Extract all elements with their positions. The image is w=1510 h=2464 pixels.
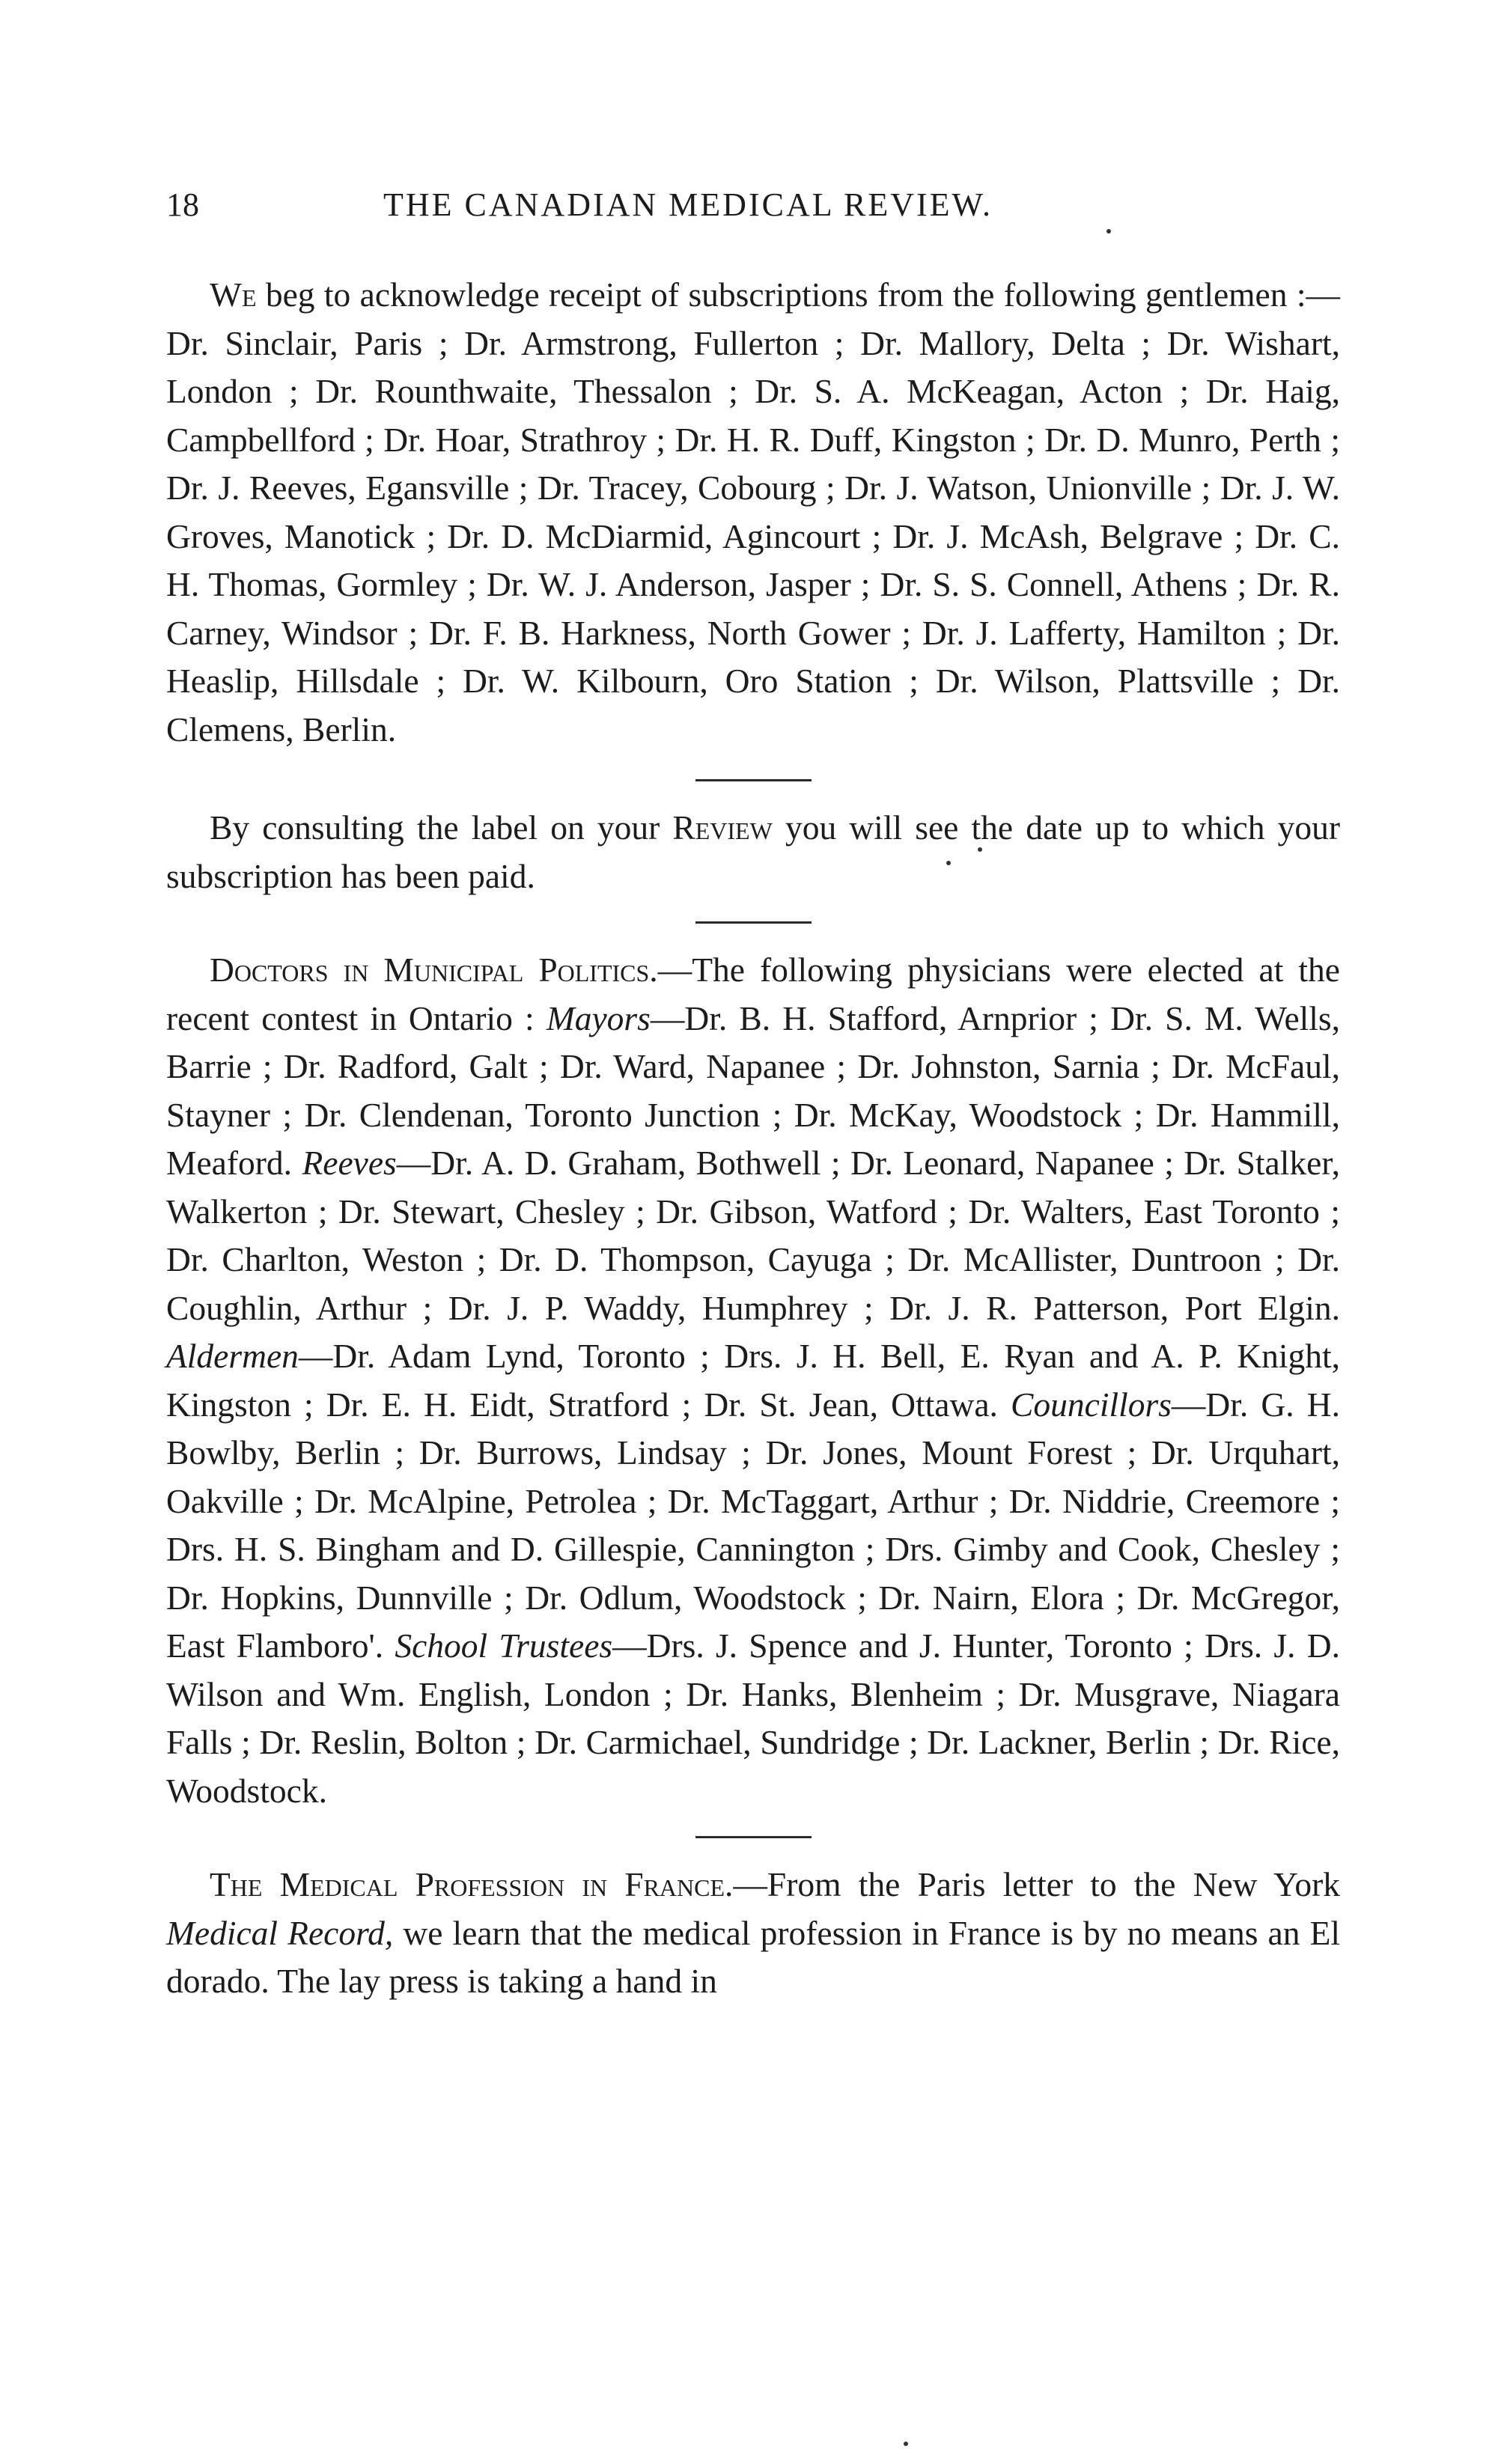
review-word: Review [672,808,773,847]
paragraph-lead: We [210,275,257,314]
school-trustees-label: School Trustees [395,1626,613,1665]
councillors-label: Councillors [1011,1385,1172,1424]
paragraph-text: you will see the date up to which your subscription has been paid. [166,808,1340,895]
print-speck [904,2442,908,2446]
paragraph-text: —Drs. J. Spence and J. Hunter, Toronto ; Drs. J. D. Wilson and Wm. English, London ; Dr. Hanks, Blenheim ; Dr. Musgrave, Niagara Falls ; Dr. Reslin, Bolton ; Dr. Carmichael, Sundridge ; Dr. Lackner, Berlin ; Dr. Rice, Woodstock. [166,1626,1340,1810]
paragraph-text: beg to acknowledge receipt of subscriptions from the following gentlemen :—Dr. Sinclair, Paris ; Dr. Armstrong, Fullerton ; Dr. Mallory, Delta ; Dr. Wishart, London ; Dr. Rounthwaite, Thessalon ; Dr. S. A. McKeagan, Acton ; Dr. Haig, Campbellford ; Dr. Hoar, Strathroy ; Dr. H. R. Duff, Kingston ; Dr. D. Munro, Perth ; Dr. J. Reeves, Egansville ; Dr. Tracey, Cobourg ; Dr. J. Watson, Unionville ; Dr. J. W. Groves, Manotick ; Dr. D. McDiarmid, Agincourt ; Dr. J. McAsh, Belgrave ; Dr. C. H. Thomas, Gormley ; Dr. W. J. Anderson, Jasper ; Dr. S. S. Connell, Athens ; Dr. R. Carney, Windsor ; Dr. F. B. Harkness, North Gower ; Dr. J. Lafferty, Hamilton ; Dr. Heaslip, Hillsdale ; Dr. W. Kilbourn, Oro Station ; Dr. Wilson, Plattsville ; Dr. Clemens, Berlin. [166,275,1340,748]
page-header [166,186,1338,231]
paragraph-text: —From the Paris letter to the New York [733,1865,1340,1903]
body-text [166,271,1340,2006]
paragraph-text: we learn that the medical profession in France is by no means an El dorado. The lay press is taking a hand in [166,1913,1341,2000]
running-head: THE CANADIAN MEDICAL REVIEW. [383,186,993,223]
mayors-label: Mayors [546,998,651,1037]
reeves-label: Reeves [302,1144,397,1182]
section-divider [695,779,812,781]
aldermen-label: Aldermen [166,1337,299,1375]
paragraph-text: —The following physicians were elected at the recent contest in Ontario : [166,951,1340,1037]
page-number: 18 [166,186,199,223]
section-divider [695,921,812,924]
paragraph-text: —Dr. A. D. Graham, Bothwell ; Dr. Leonard, Napanee ; Dr. Stalker, Walkerton ; Dr. Stewart, Chesley ; Dr. Gibson, Watford ; Dr. Walters, East Toronto ; Dr. Charlton, Weston ; Dr. D. Thompson, Cayuga ; Dr. McAllister, Duntroon ; Dr. Coughlin, Arthur ; Dr. J. P. Waddy, Humphrey ; Dr. J. R. Patterson, Port Elgin. [166,1144,1341,1327]
subscriptions-paragraph [166,271,1340,754]
section-heading: The Medical Profession in France. [210,1865,734,1903]
print-speck [946,861,951,865]
section-heading: Doctors in Municipal Politics. [210,951,658,989]
section-divider [695,1836,812,1838]
source-title: Medical Record, [166,1913,394,1952]
paragraph-text: By consulting the label on your [210,808,673,847]
label-notice-paragraph [166,804,1340,900]
municipal-politics-paragraph [166,946,1340,1815]
paragraph-text: —Dr. G. H. Bowlby, Berlin ; Dr. Burrows, Lindsay ; Dr. Jones, Mount Forest ; Dr. Urquhart, Oakville ; Dr. McAlpine, Petrolea ; Dr. McTaggart, Arthur ; Dr. Niddrie, Creemore ; Drs. H. S. Bingham and D. Gillespie, Cannington ; Drs. Gimby and Cook, Chesley ; Dr. Hopkins, Dunnville ; Dr. Odlum, Woodstock ; Dr. Nairn, Elora ; Dr. McGregor, East Flamboro'. [166,1385,1341,1665]
paragraph-text: —Dr. Adam Lynd, Toronto ; Drs. J. H. Bell, E. Ryan and A. P. Knight, Kingston ; Dr. E. H. Eidt, Stratford ; Dr. St. Jean, Ottawa. [166,1337,1340,1424]
print-speck [1106,229,1111,234]
paragraph-text: —Dr. B. H. Stafford, Arnprior ; Dr. S. M. Wells, Barrie ; Dr. Radford, Galt ; Dr. Ward, Napanee ; Dr. Johnston, Sarnia ; Dr. McFaul, Stayner ; Dr. Clendenan, Toronto Junction ; Dr. McKay, Woodstock ; Dr. Hammill, Meaford. [166,998,1341,1182]
medical-profession-france-paragraph [166,1861,1340,2006]
print-speck [978,847,982,852]
